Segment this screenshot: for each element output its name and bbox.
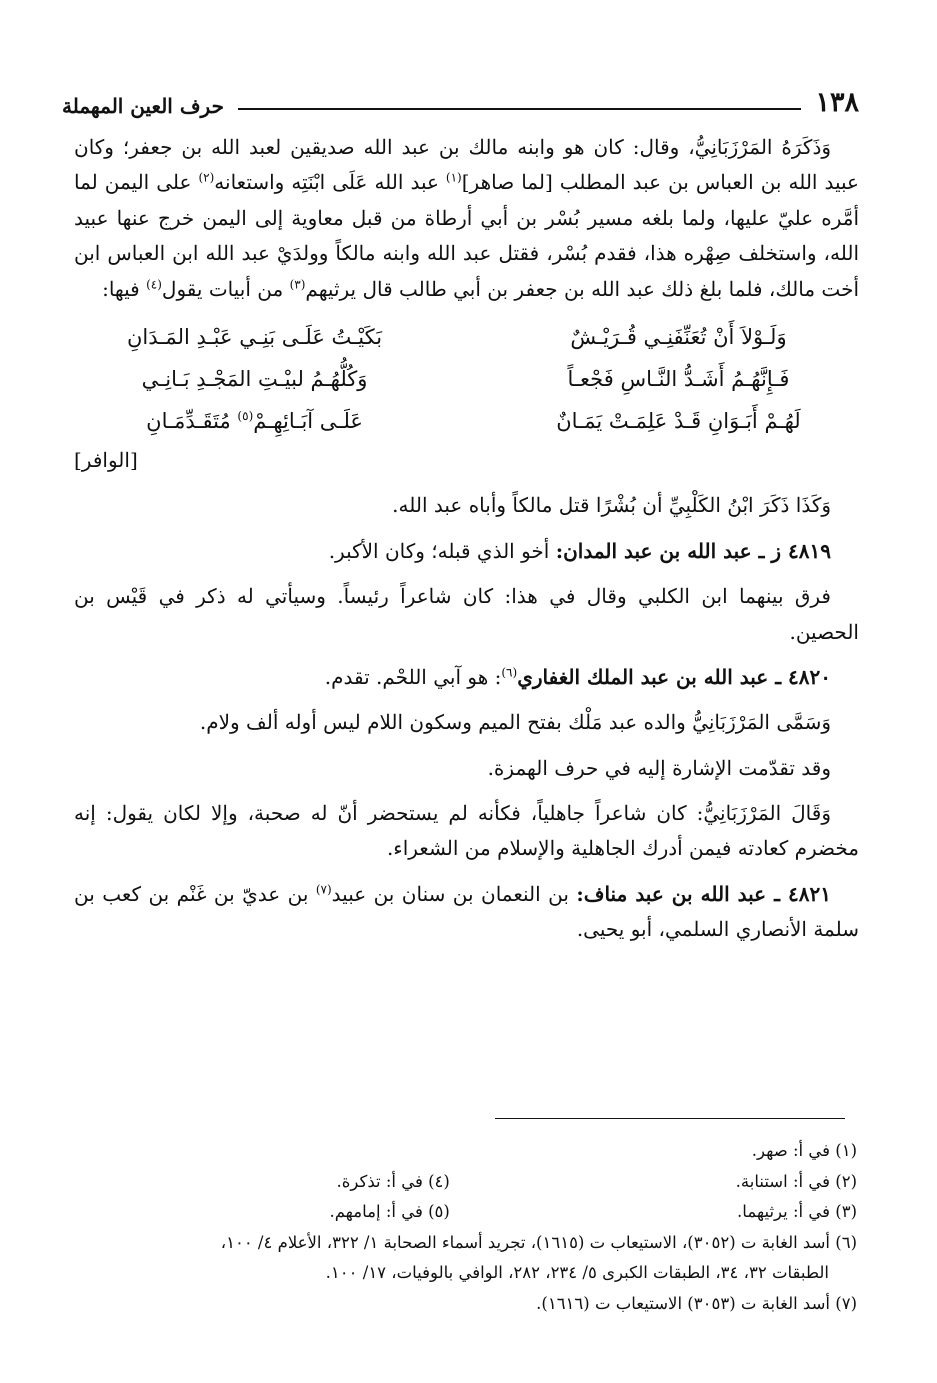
entry-4821 (74, 877, 859, 948)
intro-line-2c: على (156, 170, 199, 195)
verse-2-second-hemistich: وَكُلُّهُـمُ لبيْـتِ المَجْـدِ بَـانِـي (141, 367, 368, 392)
running-title: حرف العين المهملة (62, 94, 224, 118)
page-number: ١٣٨ (815, 87, 859, 118)
entry-4821-text-1: بن النعمان بن سنان بن عبيد (331, 881, 577, 906)
footnote-4: (٤) في أ: تذكرة. (336, 1171, 450, 1191)
verse-3-first-hemistich: لَهُـمْ أَبَـوَانِ قَـدْ عَلِمَـتْ يَمَـانٌ (556, 409, 801, 434)
entry-4821-text-2: بن عديّ بن غَنْم بن كعب بن سلمة الأنصاري السلمي، أبو يحيى. (74, 881, 859, 942)
footnote-row-2 (74, 1167, 857, 1198)
intro-line-5b: من (257, 276, 290, 301)
footnote-6: (٦) أسد الغابة ت (٣٠٥٢)، الاستيعاب ت (١٦١٥)، تجريد أسماء الصحابة ١/ ٣٢٢، الأعلام ٤/ ١٠٠، (220, 1232, 857, 1252)
poem-meter: [الوافر] (74, 447, 138, 472)
verse-3 (74, 401, 859, 443)
verse-3-second-part-1: عَلَـى آبَـائِهِـمْ (253, 409, 363, 434)
paragraph-ibn-kalbi: وَكَذَا ذَكَرَ ابْنُ الكَلْبِيِّ أن بُشْرًا قتل مالكاً وأباه عبد الله. (392, 493, 831, 518)
footnote-marker-1: (١) (445, 170, 462, 185)
verse-3-second-hemistich (74, 403, 435, 440)
footnote-row-1 (74, 1136, 857, 1167)
paragraph-intro (74, 130, 859, 307)
verse-1 (74, 317, 859, 359)
header-rule (238, 108, 802, 110)
intro-line-2b: عبد الله عَلَى ابْنَتِه واستعانه (214, 170, 446, 195)
entry-4820-heading: ٤٨٢٠ ـ عبد الله بن عبد الملك الغفاري (517, 664, 831, 689)
intro-line-6b: فيها: (102, 276, 147, 301)
entry-4819 (74, 534, 859, 569)
intro-line-3: اليمن لما أمَّره عليّ عليها، ولما بلغه مسير بُسْر بن أبي أرطاة من قبل معاوية إلى اليمن خرج (74, 170, 860, 230)
paragraph-reference: وقد تقدّمت الإشارة إليه في حرف الهمزة. (487, 755, 831, 780)
entry-4819-heading: ٤٨١٩ ز ـ عبد الله بن عبد المدان: (555, 538, 831, 563)
verse-3-second-part-2: مُتَقَـدِّمَـانِ (146, 409, 238, 434)
footnote-6-continued: الطبقات ٣٢، ٣٤، الطبقات الكبرى ٥/ ٢٣٤، ٢٨٢، الوافي بالوفيات، ١٧/ ١٠٠. (325, 1263, 829, 1283)
verse-1-first-hemistich: وَلَـوْلاَ أَنْ تُعَنِّفَنِـي قُـرَيْـشٌ (570, 325, 787, 350)
entry-4820-text: : هو آبي اللحْم. تقدم. (324, 664, 502, 689)
paragraph-marzubani-name: وَسَمَّى المَرْزَبَانِيُّ والده عبد مَلْك بفتح الميم وسكون اللام ليس أوله ألف ولام. (199, 710, 831, 735)
paragraph-distinction: فرق بينهما ابن الكلبي وقال في هذا: كان شاعراً رئيساً. وسيأتي له ذكر في قَيْس بن الحصين. (74, 584, 859, 644)
footnote-marker-7: (٧) (315, 882, 332, 897)
footnote-row-1-spacer (74, 1136, 450, 1167)
footnote-marker-3: (٣) (289, 276, 306, 291)
footnote-marker-6: (٦) (501, 665, 518, 680)
footnote-7: (٧) أسد الغابة ت (٣٠٥٣) الاستيعاب ت (١٦١٦). (536, 1293, 857, 1313)
entry-4819-text: أخو الذي قبله؛ وكان الأكبر. (328, 538, 556, 563)
footnote-separator (495, 1118, 845, 1119)
entry-4821-heading: ٤٨٢١ ـ عبد الله بن عبد مناف: (576, 881, 831, 906)
footnote-5: (٥) في أ: إمامهم. (329, 1202, 450, 1222)
page-body (74, 130, 859, 948)
footnote-marker-5: (٥) (237, 409, 254, 424)
footnote-marker-4: (٤) (146, 276, 162, 291)
paragraph-marzubani-said: وَقَالَ المَرْزَبَانِيُّ: كان شاعراً جاهلياً، فكأنه لم يستحضر أنّ له صحبة، وإلا لكان يقول: إنه مخضرم كعادته فيمن أدرك الجاهلية والإسلام من الشعراء. (74, 801, 859, 861)
footnote-marker-2: (٢) (198, 170, 215, 185)
intro-line-4: عنها عبيد الله، واستخلف صِهْره هذا، فقدم بُسْر، فقتل عبد الله وابنه مالكاً وولدَيْ عبد الله (74, 205, 859, 266)
intro-line-6a: أبيات يقول (161, 276, 251, 301)
entry-4820 (74, 660, 859, 695)
footnote-3: (٣) في أ: يرثيهما. (737, 1202, 857, 1222)
verse-1-second-hemistich: بَكَيْـتُ عَلَـى بَنِـي عَبْـدِ المَـدَانِ (127, 325, 383, 350)
verse-2-first-hemistich: فَـإِنَّهُـمُ أَشَـدُّ النَّـاسِ فَجْعـاً (567, 367, 790, 392)
footnote-1: (١) في أ: صهر. (751, 1141, 857, 1160)
footnotes (74, 1136, 857, 1319)
poem (74, 317, 859, 478)
intro-line-2a: وكان عبيد الله بن العباس بن عبد المطلب [لما صاهر] (74, 135, 859, 195)
verse-2 (74, 359, 859, 401)
page-header (62, 78, 859, 118)
footnote-2: (٢) في أ: استنابة. (735, 1171, 857, 1191)
intro-line-5a: ابن العباس ابن أخت مالك، فلما بلغ ذلك عبد الله بن جعفر بن أبي طالب قال يرثيهم (74, 241, 859, 301)
footnote-row-3 (74, 1197, 857, 1228)
intro-line-1: وَذَكَرَهُ المَرْزَبَانِيُّ، وقال: كان هو وابنه مالك بن عبد الله صديقين لعبد الله بن جعفر؛ (122, 135, 832, 159)
